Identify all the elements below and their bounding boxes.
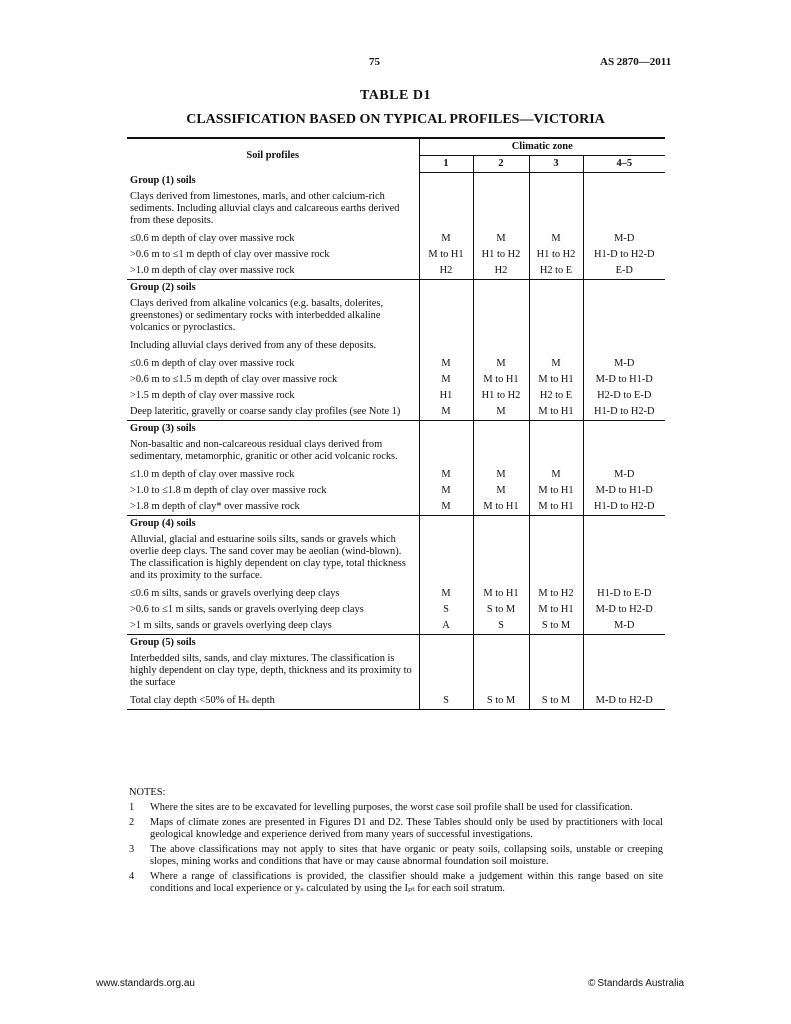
group-title: Group (4) soils <box>127 515 419 532</box>
zone45-cell: M-D to H2-D <box>583 602 665 618</box>
zone45-cell: H1-D to H2-D <box>583 499 665 516</box>
table-row <box>127 499 665 516</box>
zone45-cell: H1-D to E-D <box>583 586 665 602</box>
zone45-cell: M-D <box>583 231 665 247</box>
group-description-row <box>127 189 665 231</box>
profile-cell: >1.5 m depth of clay over massive rock <box>130 389 295 401</box>
page-number: 75 <box>369 56 380 68</box>
profile-cell: >1.8 m depth of clay* over massive rock <box>130 500 300 512</box>
zone1-cell: S <box>419 602 473 618</box>
zone3-cell: M to H1 <box>529 404 583 421</box>
group-title: Group (1) soils <box>130 174 196 186</box>
zone-header-1: 1 <box>419 156 473 173</box>
table-row <box>127 263 665 280</box>
zone45-cell: M-D to H1-D <box>583 372 665 388</box>
table-row <box>127 247 665 263</box>
note-item <box>129 844 663 867</box>
footer-publisher <box>588 978 684 989</box>
zone2-cell: S to M <box>473 693 529 710</box>
zone1-cell: M to H1 <box>419 247 473 263</box>
zone2-cell: H1 to H2 <box>473 388 529 404</box>
profile-cell: >0.6 m to ≤1 m depth of clay over massive rock <box>130 248 330 260</box>
profile-cell: ≤1.0 m depth of clay over massive rock <box>130 468 295 480</box>
note-number: 1 <box>129 801 135 813</box>
group-3-heading-row <box>127 420 665 437</box>
note-item <box>129 871 663 894</box>
zone45-cell: M-D <box>583 618 665 635</box>
zone2-cell: M <box>473 483 529 499</box>
group-description: Clays derived from limestones, marls, and other calcium-rich sediments. Including alluvial clays and calcareous earths derived from these deposits. <box>130 190 400 226</box>
zone45-cell: M-D <box>583 356 665 372</box>
group-description: Alluvial, glacial and estuarine soils silts, sands or gravels which overlie deep clays. The sand cover may be aeolian (wind-blown). The classification is highly dependent on clay type, total thickness and its proximity to the surface. <box>130 533 406 581</box>
group-description: Non-basaltic and non-calcareous residual clays derived from sedimentary, metamorphic, granitic or other acid volcanic rocks. <box>130 438 398 462</box>
zone-header-2: 2 <box>473 156 529 173</box>
table-row <box>127 586 665 602</box>
group-2-heading-row <box>127 279 665 296</box>
zone2-cell: S to M <box>473 602 529 618</box>
table-label: TABLE D1 <box>359 88 432 103</box>
zone1-cell: H2 <box>419 263 473 280</box>
soil-profiles-header: Soil profiles <box>127 138 419 173</box>
profile-cell: >0.6 to ≤1 m silts, sands or gravels overlying deep clays <box>130 603 364 615</box>
note-text: The above classifications may not apply to sites that have organic or peaty soils, collapsing soils, unstable or creeping slopes, mining works and conditions that have or may cause abnormal foundation soil moisture. <box>150 844 663 867</box>
note-item <box>129 817 663 840</box>
zone3-cell: M to H1 <box>529 483 583 499</box>
group-4-heading-row <box>127 515 665 532</box>
table-row <box>127 483 665 499</box>
table-row <box>127 372 665 388</box>
zone3-cell: S to M <box>529 693 583 710</box>
zone2-cell: M to H1 <box>473 372 529 388</box>
zone-header-4-5: 4–5 <box>583 156 665 173</box>
group-description: Interbedded silts, sands, and clay mixtures. The classification is highly dependent on clay type, depth, thickness and its proximity to the surface <box>130 652 412 688</box>
zone1-cell: M <box>419 231 473 247</box>
zone45-cell: H2-D to E-D <box>583 388 665 404</box>
table-title: CLASSIFICATION BASED ON TYPICAL PROFILES—VICTORIA <box>186 112 605 127</box>
notes-section <box>129 787 663 898</box>
group-description-row <box>127 651 665 693</box>
zone2-cell: M <box>473 356 529 372</box>
zone2-cell: H1 to H2 <box>473 247 529 263</box>
zone3-cell: M <box>529 467 583 483</box>
zone2-cell: M <box>473 231 529 247</box>
zone2-cell: M <box>473 467 529 483</box>
group-1-heading-row <box>127 173 665 189</box>
zone3-cell: H2 to E <box>529 263 583 280</box>
zone3-cell: S to M <box>529 618 583 635</box>
note-number: 3 <box>129 844 135 855</box>
profile-cell: ≤0.6 m silts, sands or gravels overlying deep clays <box>130 587 340 599</box>
table-row <box>127 467 665 483</box>
zone1-cell: M <box>419 372 473 388</box>
group-description-row <box>127 296 665 338</box>
notes-heading: NOTES: <box>129 787 166 798</box>
table-row <box>127 356 665 372</box>
zone1-cell: M <box>419 483 473 499</box>
footer-website-link[interactable]: www.standards.org.au <box>96 978 195 989</box>
zone2-cell: M to H1 <box>473 586 529 602</box>
group-title: Group (3) soils <box>127 420 419 437</box>
zone45-cell: E-D <box>583 263 665 280</box>
zone45-cell: H1-D to H2-D <box>583 247 665 263</box>
zone3-cell: M <box>529 356 583 372</box>
note-item <box>129 802 663 814</box>
zone45-cell: M-D to H1-D <box>583 483 665 499</box>
zone1-cell: H1 <box>419 388 473 404</box>
table-row <box>127 231 665 247</box>
zone3-cell: M to H1 <box>529 499 583 516</box>
zone3-cell: H1 to H2 <box>529 247 583 263</box>
note-number: 2 <box>129 817 135 828</box>
zone3-cell: M to H1 <box>529 372 583 388</box>
zone2-cell: H2 <box>473 263 529 280</box>
profile-cell: >1.0 to ≤1.8 m depth of clay over massive rock <box>130 484 327 496</box>
zone3-cell: H2 to E <box>529 388 583 404</box>
profile-cell: ≤0.6 m depth of clay over massive rock <box>130 232 295 244</box>
group-title: Group (5) soils <box>127 634 419 651</box>
profile-cell: Total clay depth <50% of Hₛ depth <box>127 693 419 710</box>
zone2-cell: S <box>473 618 529 635</box>
zone45-cell: M-D <box>583 467 665 483</box>
profile-cell: ≤0.6 m depth of clay over massive rock <box>130 357 295 369</box>
zone1-cell: M <box>419 499 473 516</box>
table-row <box>127 602 665 618</box>
publisher-name: Standards Australia <box>597 978 685 989</box>
note-text: Maps of climate zones are presented in Figures D1 and D2. These Tables should only be used by practitioners with local geological knowledge and experience derived from many years of successful investigations. <box>150 817 663 840</box>
zone45-cell: H1-D to H2-D <box>583 404 665 421</box>
zone3-cell: M to H2 <box>529 586 583 602</box>
table-row <box>127 404 665 421</box>
table-row <box>127 388 665 404</box>
climatic-zone-header: Climatic zone <box>419 138 665 156</box>
zone1-cell: A <box>419 618 473 635</box>
classification-table <box>127 137 665 710</box>
profile-cell: >0.6 m to ≤1.5 m depth of clay over massive rock <box>130 373 338 385</box>
zone-header-3: 3 <box>529 156 583 173</box>
zone2-cell: M <box>473 404 529 421</box>
profile-cell: >1.0 m depth of clay over massive rock <box>130 264 295 276</box>
group-5-heading-row <box>127 634 665 651</box>
note-text: Where a range of classifications is provided, the classifier should make a judgement within this range based on site conditions and local experience or yₛ calculated by using the Iₚₜ for each soil stratum. <box>150 871 663 894</box>
table-row <box>127 618 665 635</box>
zone45-cell: M-D to H2-D <box>583 693 665 710</box>
table-row <box>127 693 665 710</box>
group-description-row <box>127 532 665 586</box>
group-description: Clays derived from alkaline volcanics (e.g. basalts, dolerites, greenstones) or sedimentary rocks with interbedded alkaline volcanics or pyroclastics. <box>130 297 384 333</box>
zone2-cell: M to H1 <box>473 499 529 516</box>
zone1-cell: S <box>419 693 473 710</box>
copyright-icon: © <box>588 978 596 989</box>
group-description-row <box>127 338 665 356</box>
group-description: Including alluvial clays derived from any of these deposits. <box>130 339 377 351</box>
group-description-row <box>127 437 665 467</box>
zone3-cell: M to H1 <box>529 602 583 618</box>
zone1-cell: M <box>419 356 473 372</box>
zone1-cell: M <box>419 467 473 483</box>
standard-reference: AS 2870—2011 <box>600 56 672 68</box>
zone1-cell: M <box>419 404 473 421</box>
zone1-cell: M <box>419 586 473 602</box>
zone3-cell: M <box>529 231 583 247</box>
profile-cell: Deep lateritic, gravelly or coarse sandy clay profiles (see Note 1) <box>130 405 401 417</box>
group-title: Group (2) soils <box>127 279 419 296</box>
note-text: Where the sites are to be excavated for levelling purposes, the worst case soil profile shall be used for classification. <box>150 801 633 813</box>
profile-cell: >1 m silts, sands or gravels overlying deep clays <box>130 619 332 631</box>
note-number: 4 <box>129 871 135 882</box>
